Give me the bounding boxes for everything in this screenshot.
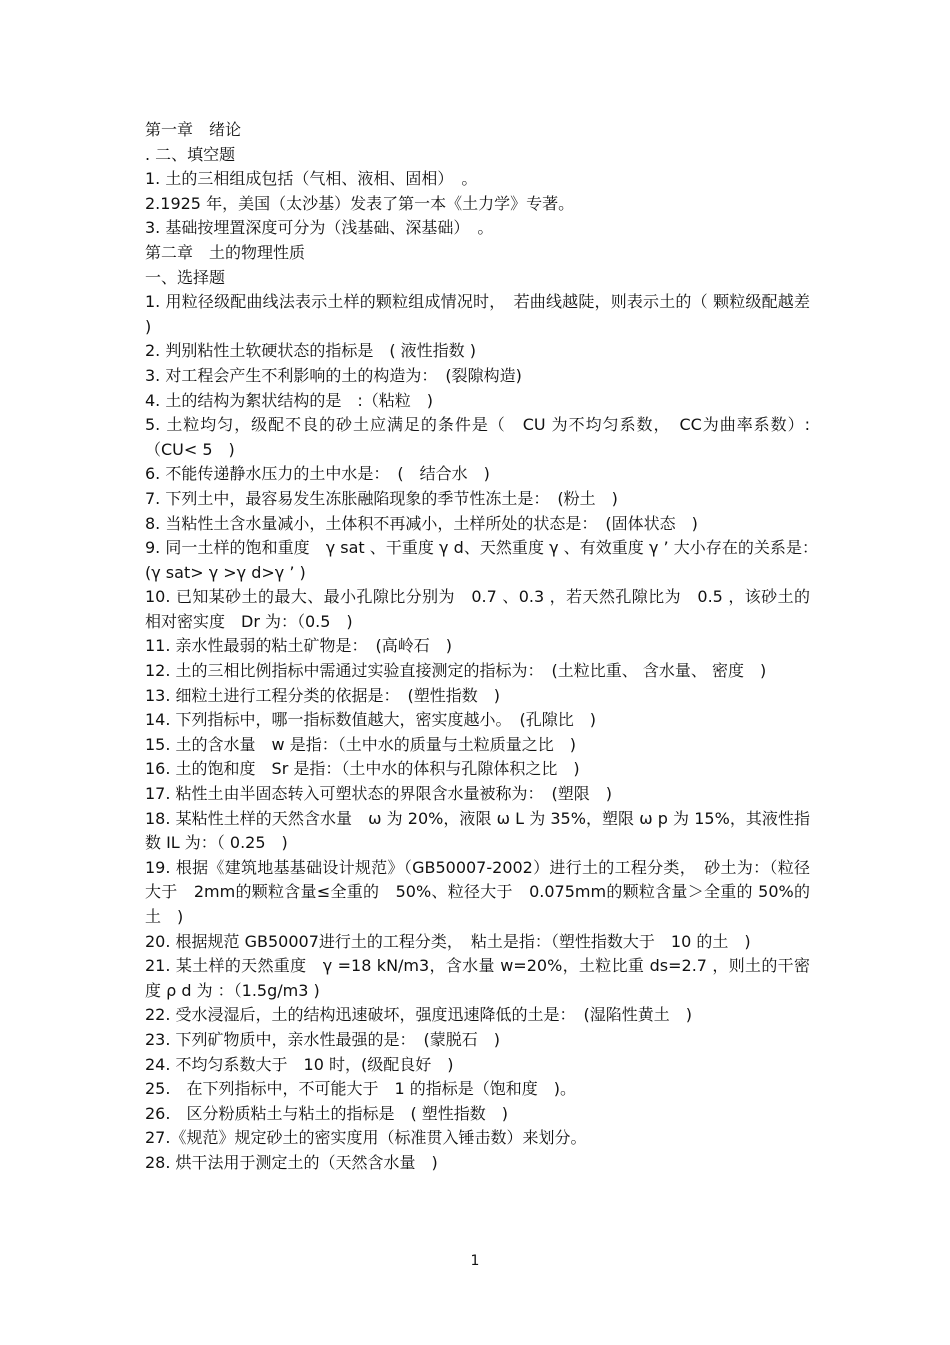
chapter-heading: 第二章 土的物理性质 (145, 242, 306, 262)
question-item: 19. 根据《建筑地基基础设计规范》（GB50007-2002）进行土的工程分类， 砂土为：（粒径大于 2mm的颗粒含量≤全重的 50%、粒径大于 0.075mm的颗粒含量＞全重的 50%的土 ) (145, 857, 810, 926)
question-item: 28. 烘干法用于测定土的（天然含水量 ) (145, 1152, 438, 1172)
question-item: 24. 不均匀系数大于 10 时，(级配良好 ) (145, 1054, 454, 1074)
question-item: 12. 土的三相比例指标中需通过实验直接测定的指标为： (土粒比重、 含水量、 密度 ) (145, 661, 767, 681)
question-item: 11. 亲水性最弱的粘土矿物是： (高岭石 ) (145, 636, 453, 656)
question-item: 13. 细粒土进行工程分类的依据是： (塑性指数 ) (145, 685, 501, 705)
question-item: 9. 同一土样的饱和重度 γ sat 、干重度 γ d、天然重度 γ 、有效重度 γ ’ 大小存在的关系是： (γ sat> γ >γ d>γ ’ ) (145, 538, 827, 582)
page-number: 1 (470, 1253, 480, 1269)
section-heading: . 二、填空题 (145, 144, 236, 164)
question-item: 17. 粘性土由半固态转入可塑状态的界限含水量被称为： (塑限 ) (145, 784, 613, 804)
document-body (145, 118, 827, 1176)
question-item: 16. 土的饱和度 Sr 是指：（土中水的体积与孔隙体积之比 ) (145, 759, 580, 779)
question-item: 26. 区分粉质粘土与粘土的指标是 ( 塑性指数 ) (145, 1103, 509, 1123)
chapter-heading: 第一章 绪论 (145, 120, 242, 139)
question-item: 8. 当粘性土含水量减小，土体积不再减小，土样所处的状态是： (固体状态 ) (145, 513, 698, 533)
question-item: 15. 土的含水量 w 是指：（土中水的质量与土粒质量之比 ) (145, 734, 576, 754)
question-item: 25. 在下列指标中，不可能大于 1 的指标是（饱和度 )。 (145, 1079, 576, 1099)
question-item: 23. 下列矿物质中，亲水性最强的是： (蒙脱石 ) (145, 1029, 501, 1049)
text-line: 1. 土的三相组成包括（气相、液相、固相） 。 (145, 169, 478, 189)
question-item: 10. 已知某砂土的最大、最小孔隙比分别为 0.7 、0.3 ，若天然孔隙比为 0.5 ，该砂土的相对密实度 Dr 为：（0.5 ) (145, 587, 810, 631)
question-item: 4. 土的结构为絮状结构的是 :（粘粒 ) (145, 390, 433, 410)
text-line: 3. 基础按埋置深度可分为（浅基础、深基础） 。 (145, 218, 494, 238)
question-item: 2. 判别粘性土软硬状态的指标是 ( 液性指数 ) (145, 341, 477, 361)
text-line: 2.1925 年，美国（太沙基）发表了第一本《土力学》专著。 (145, 193, 575, 213)
question-item: 20. 根据规范 GB50007进行土的工程分类， 粘土是指：（塑性指数大于 10 的土 ) (145, 931, 751, 951)
question-item: 18. 某粘性土样的天然含水量 ω 为 20%，液限 ω L 为 35%，塑限 ω p 为 15%，其液性指数 IL 为：（ 0.25 ) (145, 808, 810, 853)
section-heading: 一、选择题 (145, 267, 226, 287)
question-item: 6. 不能传递静水压力的土中水是： ( 结合水 ) (145, 464, 490, 484)
question-item: 21. 某土样的天然重度 γ =18 kN/m3，含水量 w=20%，土粒比重 ds=2.7 ，则土的干密度 ρ d 为 ：（1.5g/m3 ) (145, 956, 810, 1000)
question-item: 22. 受水浸湿后，土的结构迅速破坏，强度迅速降低的土是： (湿陷性黄土 ) (145, 1005, 693, 1025)
question-item: 14. 下列指标中，哪一指标数值越大，密实度越小。 (孔隙比 ) (145, 710, 597, 730)
question-item: 27.《规范》规定砂土的密实度用（标准贯入锤击数）来划分。 (145, 1128, 587, 1148)
question-item: 7. 下列土中，最容易发生冻胀融陷现象的季节性冻土是： (粉土 ) (145, 488, 618, 508)
question-item: 3. 对工程会产生不利影响的土的构造为： (裂隙构造) (145, 365, 522, 385)
question-item: 1. 用粒径级配曲线法表示土样的颗粒组成情况时， 若曲线越陡，则表示土的（ 颗粒级配越差 ) (145, 292, 810, 336)
question-item: 5. 土粒均匀，级配不良的砂土应满足的条件是（ CU 为不均匀系数， CC为曲率系数）:（CU< 5 ) (145, 415, 810, 459)
